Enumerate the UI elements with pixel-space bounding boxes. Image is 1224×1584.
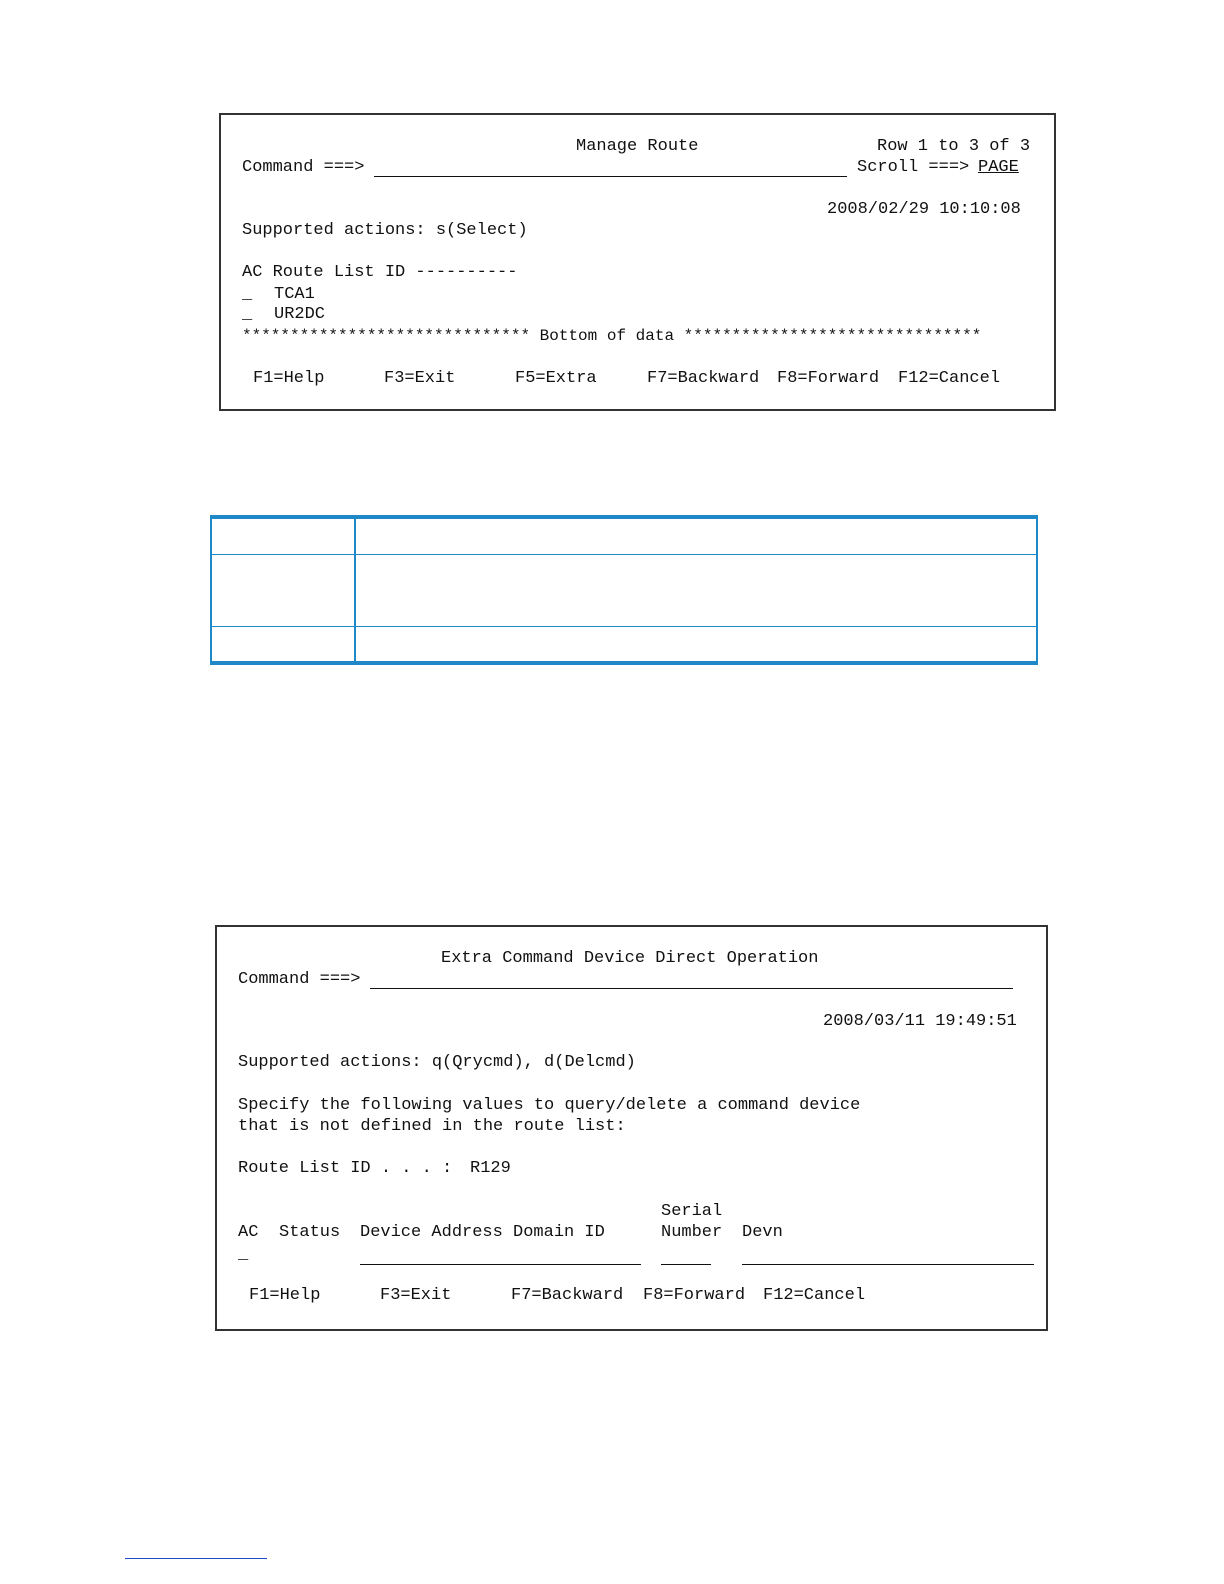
timestamp: 2008/02/29 10:10:08: [827, 200, 1021, 219]
fkey-backward[interactable]: F7=Backward: [647, 369, 760, 388]
description-table: [210, 515, 1038, 665]
command-label: Command ===>: [242, 158, 365, 177]
row-info: Row 1 to 3 of 3: [877, 137, 1031, 156]
fkey-forward[interactable]: F8=Forward: [643, 1286, 746, 1305]
timestamp: 2008/03/11 19:49:51: [823, 1012, 1017, 1031]
table-cell: [355, 517, 1037, 554]
command-input[interactable]: [370, 970, 1013, 989]
route-list-value: R129: [470, 1159, 511, 1178]
fkey-help[interactable]: F1=Help: [253, 369, 325, 388]
instruction-line: Specify the following values to query/delete a command device: [238, 1096, 861, 1115]
footer-rule: [125, 1558, 267, 1559]
fkey-cancel[interactable]: F12=Cancel: [898, 369, 1001, 388]
device-domain-input[interactable]: [360, 1246, 641, 1265]
route-list-id: UR2DC: [274, 305, 326, 324]
bottom-of-data: ****************************** Bottom of data *******************************: [242, 327, 982, 345]
table-cell: [211, 554, 355, 626]
table-cell: [211, 517, 355, 554]
table-row: [211, 554, 1037, 626]
row-action-input[interactable]: _: [242, 305, 253, 324]
extra-command-device-screen: [215, 925, 1048, 1331]
table-cell: [355, 554, 1037, 626]
table-cell: [355, 626, 1037, 663]
table-row: [211, 626, 1037, 663]
fkey-forward[interactable]: F8=Forward: [777, 369, 880, 388]
table-row: [211, 517, 1037, 554]
route-list-id: TCA1: [274, 285, 315, 304]
screen-title: Manage Route: [576, 137, 699, 156]
fkey-cancel[interactable]: F12=Cancel: [763, 1286, 866, 1305]
fkey-exit[interactable]: F3=Exit: [380, 1286, 452, 1305]
instruction-line: that is not defined in the route list:: [238, 1117, 626, 1136]
ac-input[interactable]: _: [238, 1245, 249, 1264]
fkey-help[interactable]: F1=Help: [249, 1286, 321, 1305]
col-status: Status: [279, 1223, 341, 1242]
screen-title: Extra Command Device Direct Operation: [441, 949, 819, 968]
devn-input[interactable]: [742, 1246, 1034, 1265]
col-device-domain: Device Address Domain ID: [360, 1223, 605, 1242]
serial-number-input[interactable]: [661, 1246, 711, 1265]
command-label: Command ===>: [238, 970, 361, 989]
col-ac: AC: [238, 1223, 259, 1242]
manage-route-screen: [219, 113, 1056, 411]
fkey-backward[interactable]: F7=Backward: [511, 1286, 624, 1305]
list-header: AC Route List ID ----------: [242, 263, 518, 282]
supported-actions: Supported actions: q(Qrycmd), d(Delcmd): [238, 1053, 636, 1072]
supported-actions: Supported actions: s(Select): [242, 221, 528, 240]
scroll-input[interactable]: PAGE: [978, 158, 1019, 177]
row-action-input[interactable]: _: [242, 285, 253, 304]
col-serial-bottom: Number: [661, 1223, 723, 1242]
col-devn: Devn: [742, 1223, 783, 1242]
command-input[interactable]: [374, 158, 847, 177]
col-serial-top: Serial: [661, 1202, 723, 1221]
scroll-label: Scroll ===>: [857, 158, 970, 177]
fkey-extra[interactable]: F5=Extra: [515, 369, 597, 388]
fkey-exit[interactable]: F3=Exit: [384, 369, 456, 388]
table-cell: [211, 626, 355, 663]
route-list-label: Route List ID . . . :: [238, 1159, 453, 1178]
